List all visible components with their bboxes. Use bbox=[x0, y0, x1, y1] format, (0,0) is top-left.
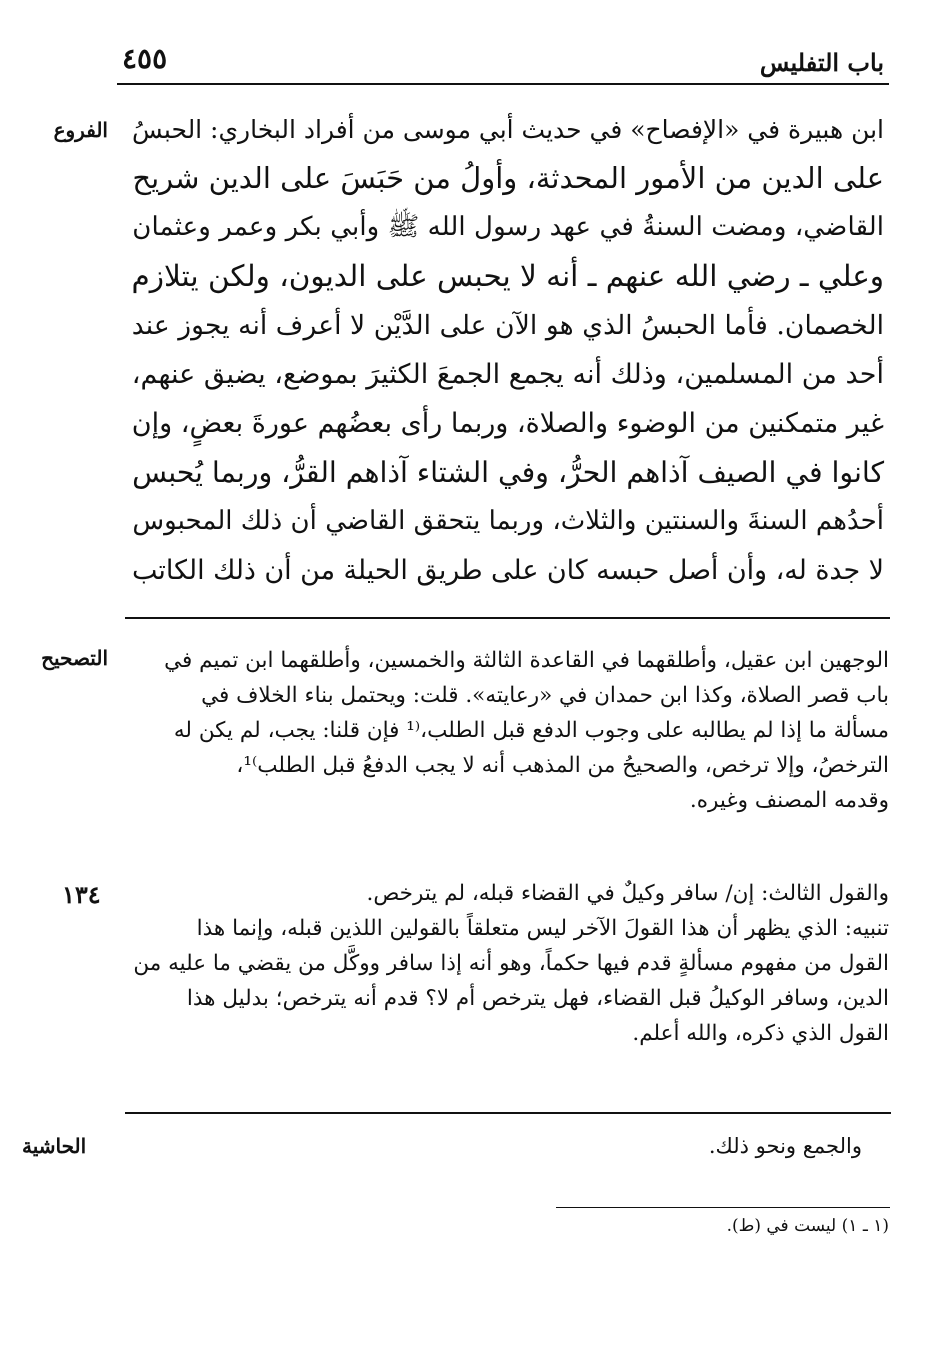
hashiya-text: والجمع ونحو ذلك. bbox=[708, 1134, 862, 1158]
tashih-line: مسألة ما إذا لم يطالبه على وجوب الدفع قبل الطلب،⁽¹ فإن قلنا: يجب، لم يكن له bbox=[173, 718, 889, 743]
main-text-line: لا جدة له، وأن أصل حبسه كان على طريق الحيلة من أن ذلك الكاتب bbox=[132, 555, 884, 586]
tashih-text bbox=[44, 643, 889, 818]
main-text bbox=[124, 105, 884, 595]
section-divider bbox=[125, 1112, 891, 1114]
margin-page-number: ١٣٤ bbox=[62, 880, 101, 909]
footnote-divider bbox=[556, 1207, 890, 1208]
main-text-line: على الدين من الأمور المحدثة، وأولُ من حَبَسَ على الدين شريح bbox=[132, 161, 884, 195]
chapter-title: باب التفليس bbox=[759, 48, 884, 77]
tashih-line: تنبيه: الذي يظهر أن هذا القولَ الآخر ليس متعلقاً بالقولين اللذين قبله، وإنما هذا bbox=[196, 916, 889, 941]
tashih-line: الترخصُ، وإلا ترخص، والصحيحُ من المذهب أنه لا يجب الدفعُ قبل الطلب⁾¹، bbox=[236, 753, 889, 778]
main-text-line: وعلي ـ رضي الله عنهم ـ أنه لا يحبس على الديون، ولكن يتلازم bbox=[131, 259, 884, 293]
tashih-line: الوجهين ابن عقيل، وأطلقهما في القاعدة الثالثة والخمسين، وأطلقهما ابن تميم في bbox=[164, 648, 889, 673]
main-text-line: ابن هبيرة في «الإفصاح» في حديث أبي موسى من أفراد البخاري: الحبسُ bbox=[132, 115, 884, 144]
tashih-line: القول من مفهوم مسألةٍ قدم فيها حكماً، وهو أنه إذا سافر ووكَّل من يقضي ما عليه من bbox=[133, 951, 889, 976]
tashih-line: باب قصر الصلاة، وكذا ابن حمدان في «رعايته». قلت: ويحتمل بناء الخلاف في bbox=[201, 683, 889, 708]
main-text-line: كانوا في الصيف آذاهم الحرُّ، وفي الشتاء آذاهم القرُّ، وربما يُحبس bbox=[132, 456, 884, 489]
tashih-line: القول الذي ذكره، والله أعلم. bbox=[632, 1021, 889, 1046]
section-label-furu: الفروع bbox=[53, 118, 108, 142]
main-text-line: غير متمكنين من الوضوء والصلاة، وربما رأى بعضُهم عورةَ بعضٍ، وإن bbox=[131, 408, 884, 439]
header-rule bbox=[117, 83, 889, 85]
main-text-line: الخصمان. فأما الحبسُ الذي هو الآن على الدَّيْن لا أعرف أنه يجوز عند bbox=[131, 310, 884, 341]
page-header bbox=[0, 0, 946, 90]
main-text-line: القاضي، ومضت السنةُ في عهد رسول الله ﷺ وأبي بكر وعمر وعثمان bbox=[132, 212, 884, 242]
main-text-line: أحد من المسلمين، وذلك أنه يجمع الجمعَ الكثيرَ بموضع، يضيق عنهم، bbox=[131, 359, 884, 390]
tashih-line: والقول الثالث: إن/ سافر وكيلٌ في القضاء قبله، لم يترخص. bbox=[366, 881, 889, 906]
main-text-line: أحدُهم السنةَ والسنتين والثلاث، وربما يتحقق القاضي أن ذلك المحبوس bbox=[132, 506, 884, 536]
tashih-line: الدين، وسافر الوكيلُ قبل القضاء، فهل يترخص أم لا؟ قدم أنه يترخص؛ بدليل هذا bbox=[186, 986, 889, 1011]
section-label-hashiya: الحاشية bbox=[22, 1134, 87, 1158]
footnote: (١ ـ ١) ليست في (ط). bbox=[726, 1216, 889, 1236]
page-number: ٤٥٥ bbox=[122, 42, 168, 75]
section-label-tashih: التصحيح bbox=[41, 646, 108, 670]
tashih-text-continued bbox=[119, 876, 889, 1051]
tashih-line: وقدمه المصنف وغيره. bbox=[689, 788, 889, 813]
section-divider bbox=[125, 617, 890, 619]
